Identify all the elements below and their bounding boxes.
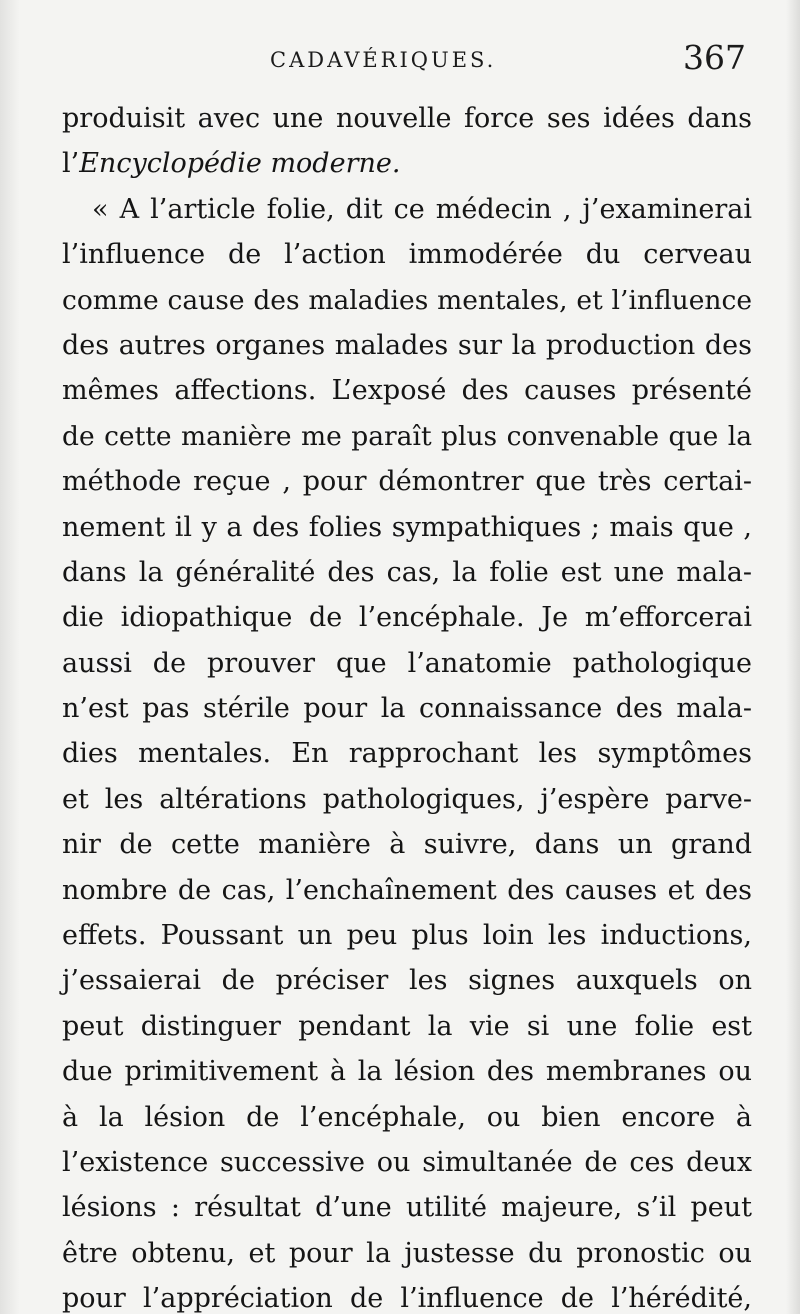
body-text (62, 96, 752, 1314)
text-line: « A l’article folie, dit ce médecin , j’examinerai (92, 193, 752, 225)
text-line: à la lésion de l’encéphale, ou bien encore à (62, 1101, 752, 1133)
text-line: due primitivement à la lésion des membranes ou (62, 1056, 752, 1088)
text-line (62, 141, 752, 186)
text-line: et les altérations pathologiques, j’espère parve- (62, 783, 752, 815)
text-line: dies mentales. En rapprochant les symptômes (62, 738, 752, 770)
text-line: nement il y a des folies sympathiques ; mais que , (62, 511, 752, 543)
text-line: die idiopathique de l’encéphale. Je m’efforcerai (62, 602, 752, 634)
text-line: lésions : résultat d’une utilité majeure, s’il peut (62, 1192, 752, 1224)
text-line: nombre de cas, l’enchaînement des causes et des (62, 874, 752, 906)
running-title: CADAVÉRIQUES. (270, 48, 497, 72)
text-line: peut distinguer pendant la vie si une folie est (62, 1010, 752, 1042)
text-line: j’essaierai de préciser les signes auxquels on (62, 965, 752, 997)
text-line: nir de cette manière à suivre, dans un grand (62, 829, 752, 861)
text-line: n’est pas stérile pour la connaissance des mala- (62, 693, 752, 725)
text-line: dans la généralité des cas, la folie est une mala- (62, 556, 752, 588)
page-number: 367 (683, 38, 746, 77)
text-fragment: l’ (62, 148, 80, 180)
text-line: produisit avec une nouvelle force ses idées dans (62, 103, 752, 134)
text-line: effets. Poussant un peu plus loin les inductions, (62, 920, 752, 952)
text-line: méthode reçue , pour démontrer que très certai- (62, 466, 752, 498)
journal-title: Encyclopédie moderne. (79, 148, 401, 180)
text-line: aussi de prouver que l’anatomie pathologique (62, 647, 752, 679)
text-line: pour l’appréciation de l’influence de l’hérédité, (62, 1283, 752, 1314)
text-line: comme cause des maladies mentales, et l’influence (62, 284, 752, 316)
text-line: des autres organes malades sur la production des (62, 329, 752, 361)
page-edge-shadow-left (0, 0, 20, 1314)
text-line: de cette manière me paraît plus convenable que la (62, 420, 752, 452)
text-line: être obtenu, et pour la justesse du pronostic ou (62, 1237, 752, 1269)
text-line: l’existence successive ou simultanée de ces deux (62, 1146, 752, 1178)
text-line: l’influence de l’action immodérée du cerveau (62, 239, 752, 271)
page-edge-shadow-right (786, 0, 800, 1314)
text-line: mêmes affections. L’exposé des causes présenté (62, 375, 752, 407)
